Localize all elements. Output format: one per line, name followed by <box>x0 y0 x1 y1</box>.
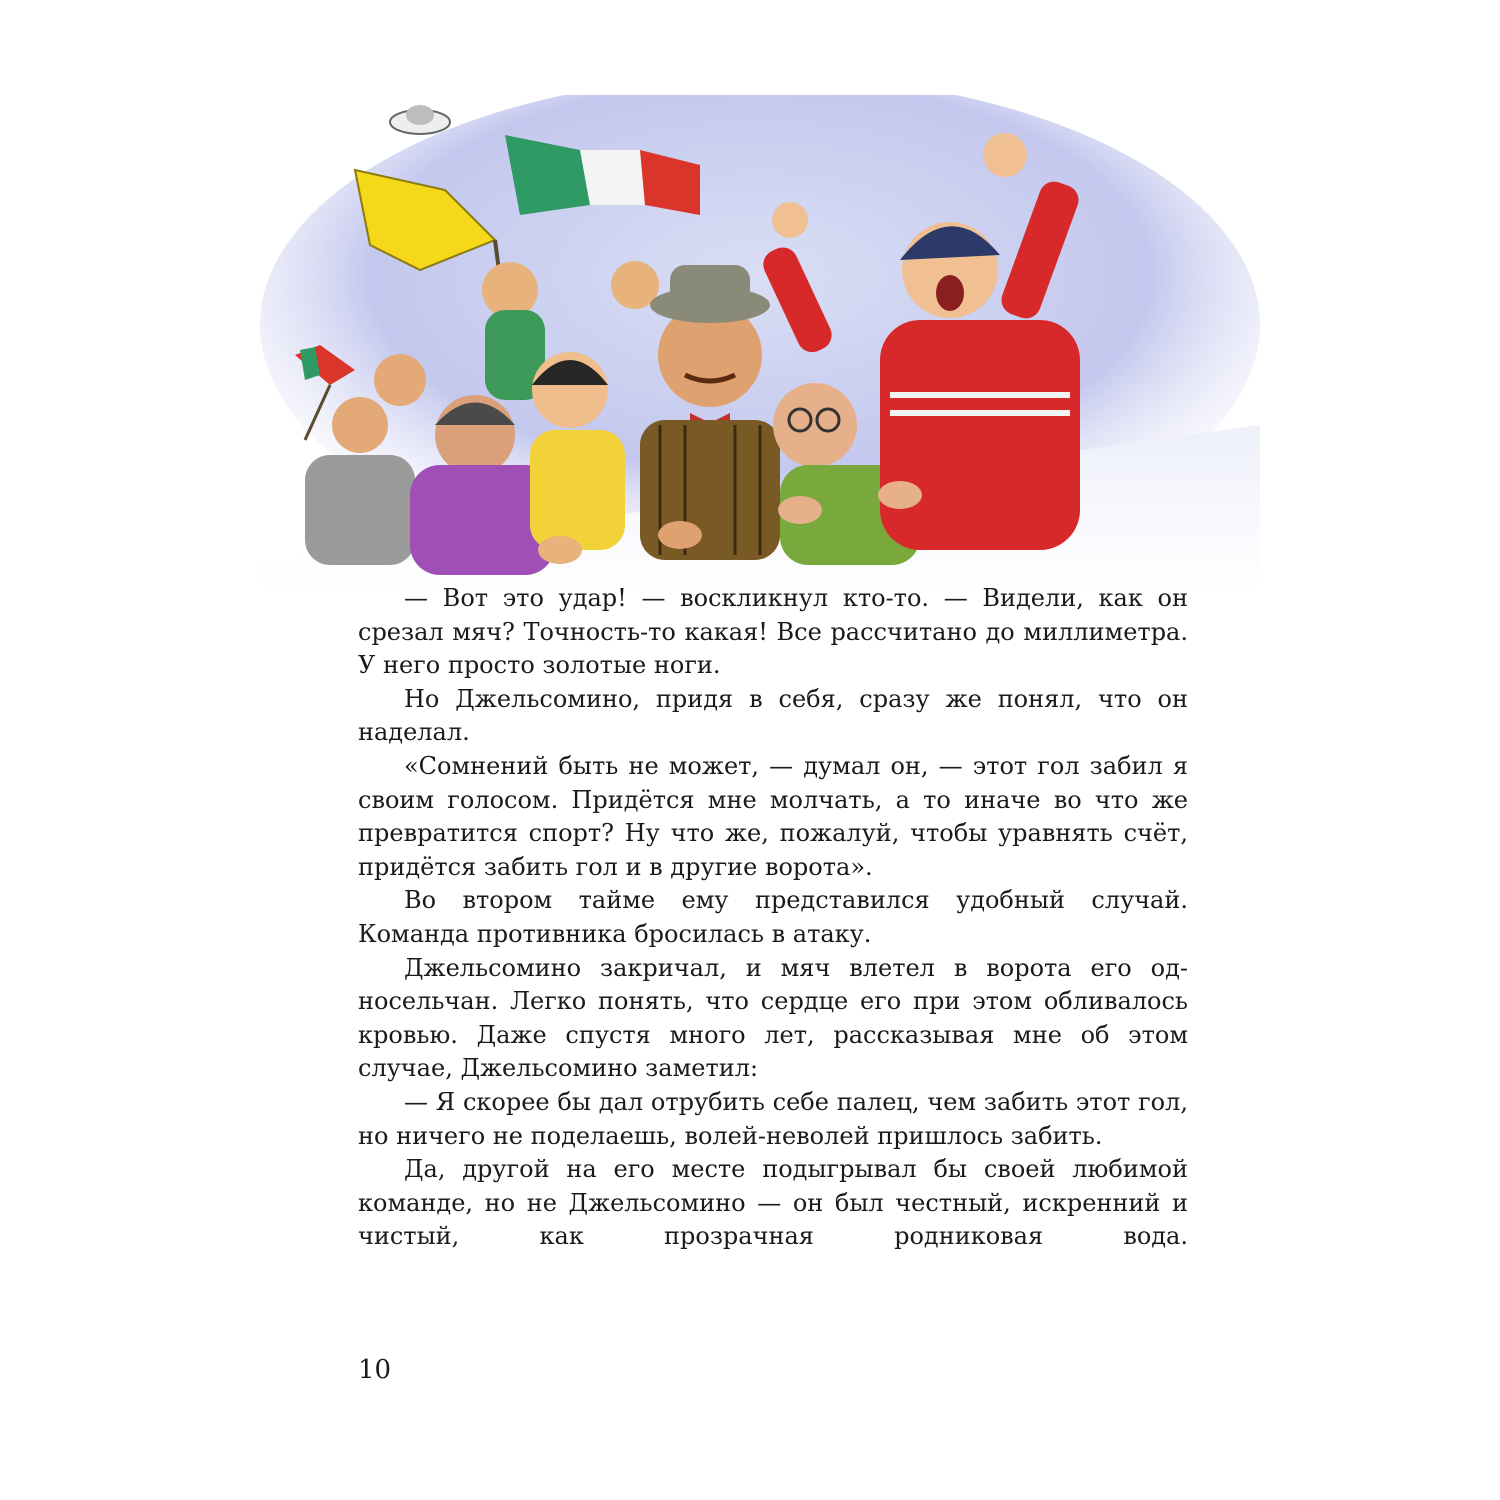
paragraph-7: Да, другой на его месте подыгрывал бы своей любимой команде, но не Джельсомино — он был честный, искренний и чистый, как прозрачная родниковая вода. <box>358 1155 1188 1251</box>
paragraph-2: Но Джельсомино, придя в себя, сразу же понял, что он наделал. <box>358 684 1188 747</box>
page-number: 10 <box>358 1355 392 1385</box>
paragraph-6: — Я скорее бы дал отрубить себе палец, чем забить этот гол, но ничего не поделаешь, волей-неволей пришлось забить. <box>358 1087 1188 1150</box>
paragraph-4: Во втором тайме ему представился удобный случай. Команда противника бросилась в атаку. <box>358 886 1188 948</box>
paragraph-1: — Вот это удар! — воскликнул кто-то. — Видели, как он срезал мяч? Точность-то какая! Все рассчитано до миллиметра. У него просто золотые ноги. <box>358 584 1188 680</box>
paragraph-3: «Сомнений быть не может, — думал он, — этот гол забил я своим голосом. Придётся мне молчать, а то иначе во что же превратится спорт? Ну что же, пожалуй, чтобы уравнять счёт, придётся забить гол и в другие ворота». <box>358 751 1188 881</box>
story-text <box>358 582 1188 1254</box>
fans-illustration-graphic <box>260 95 1260 590</box>
illustration-football-fans <box>260 95 1260 590</box>
paragraph-5: Джельсомино закричал, и мяч влетел в ворота его односельчан. Легко понять, что сердце его при этом обливалось кровью. Даже спустя много лет, рассказывая мне об этом случае, Джельсомино заметил: <box>358 953 1188 1083</box>
